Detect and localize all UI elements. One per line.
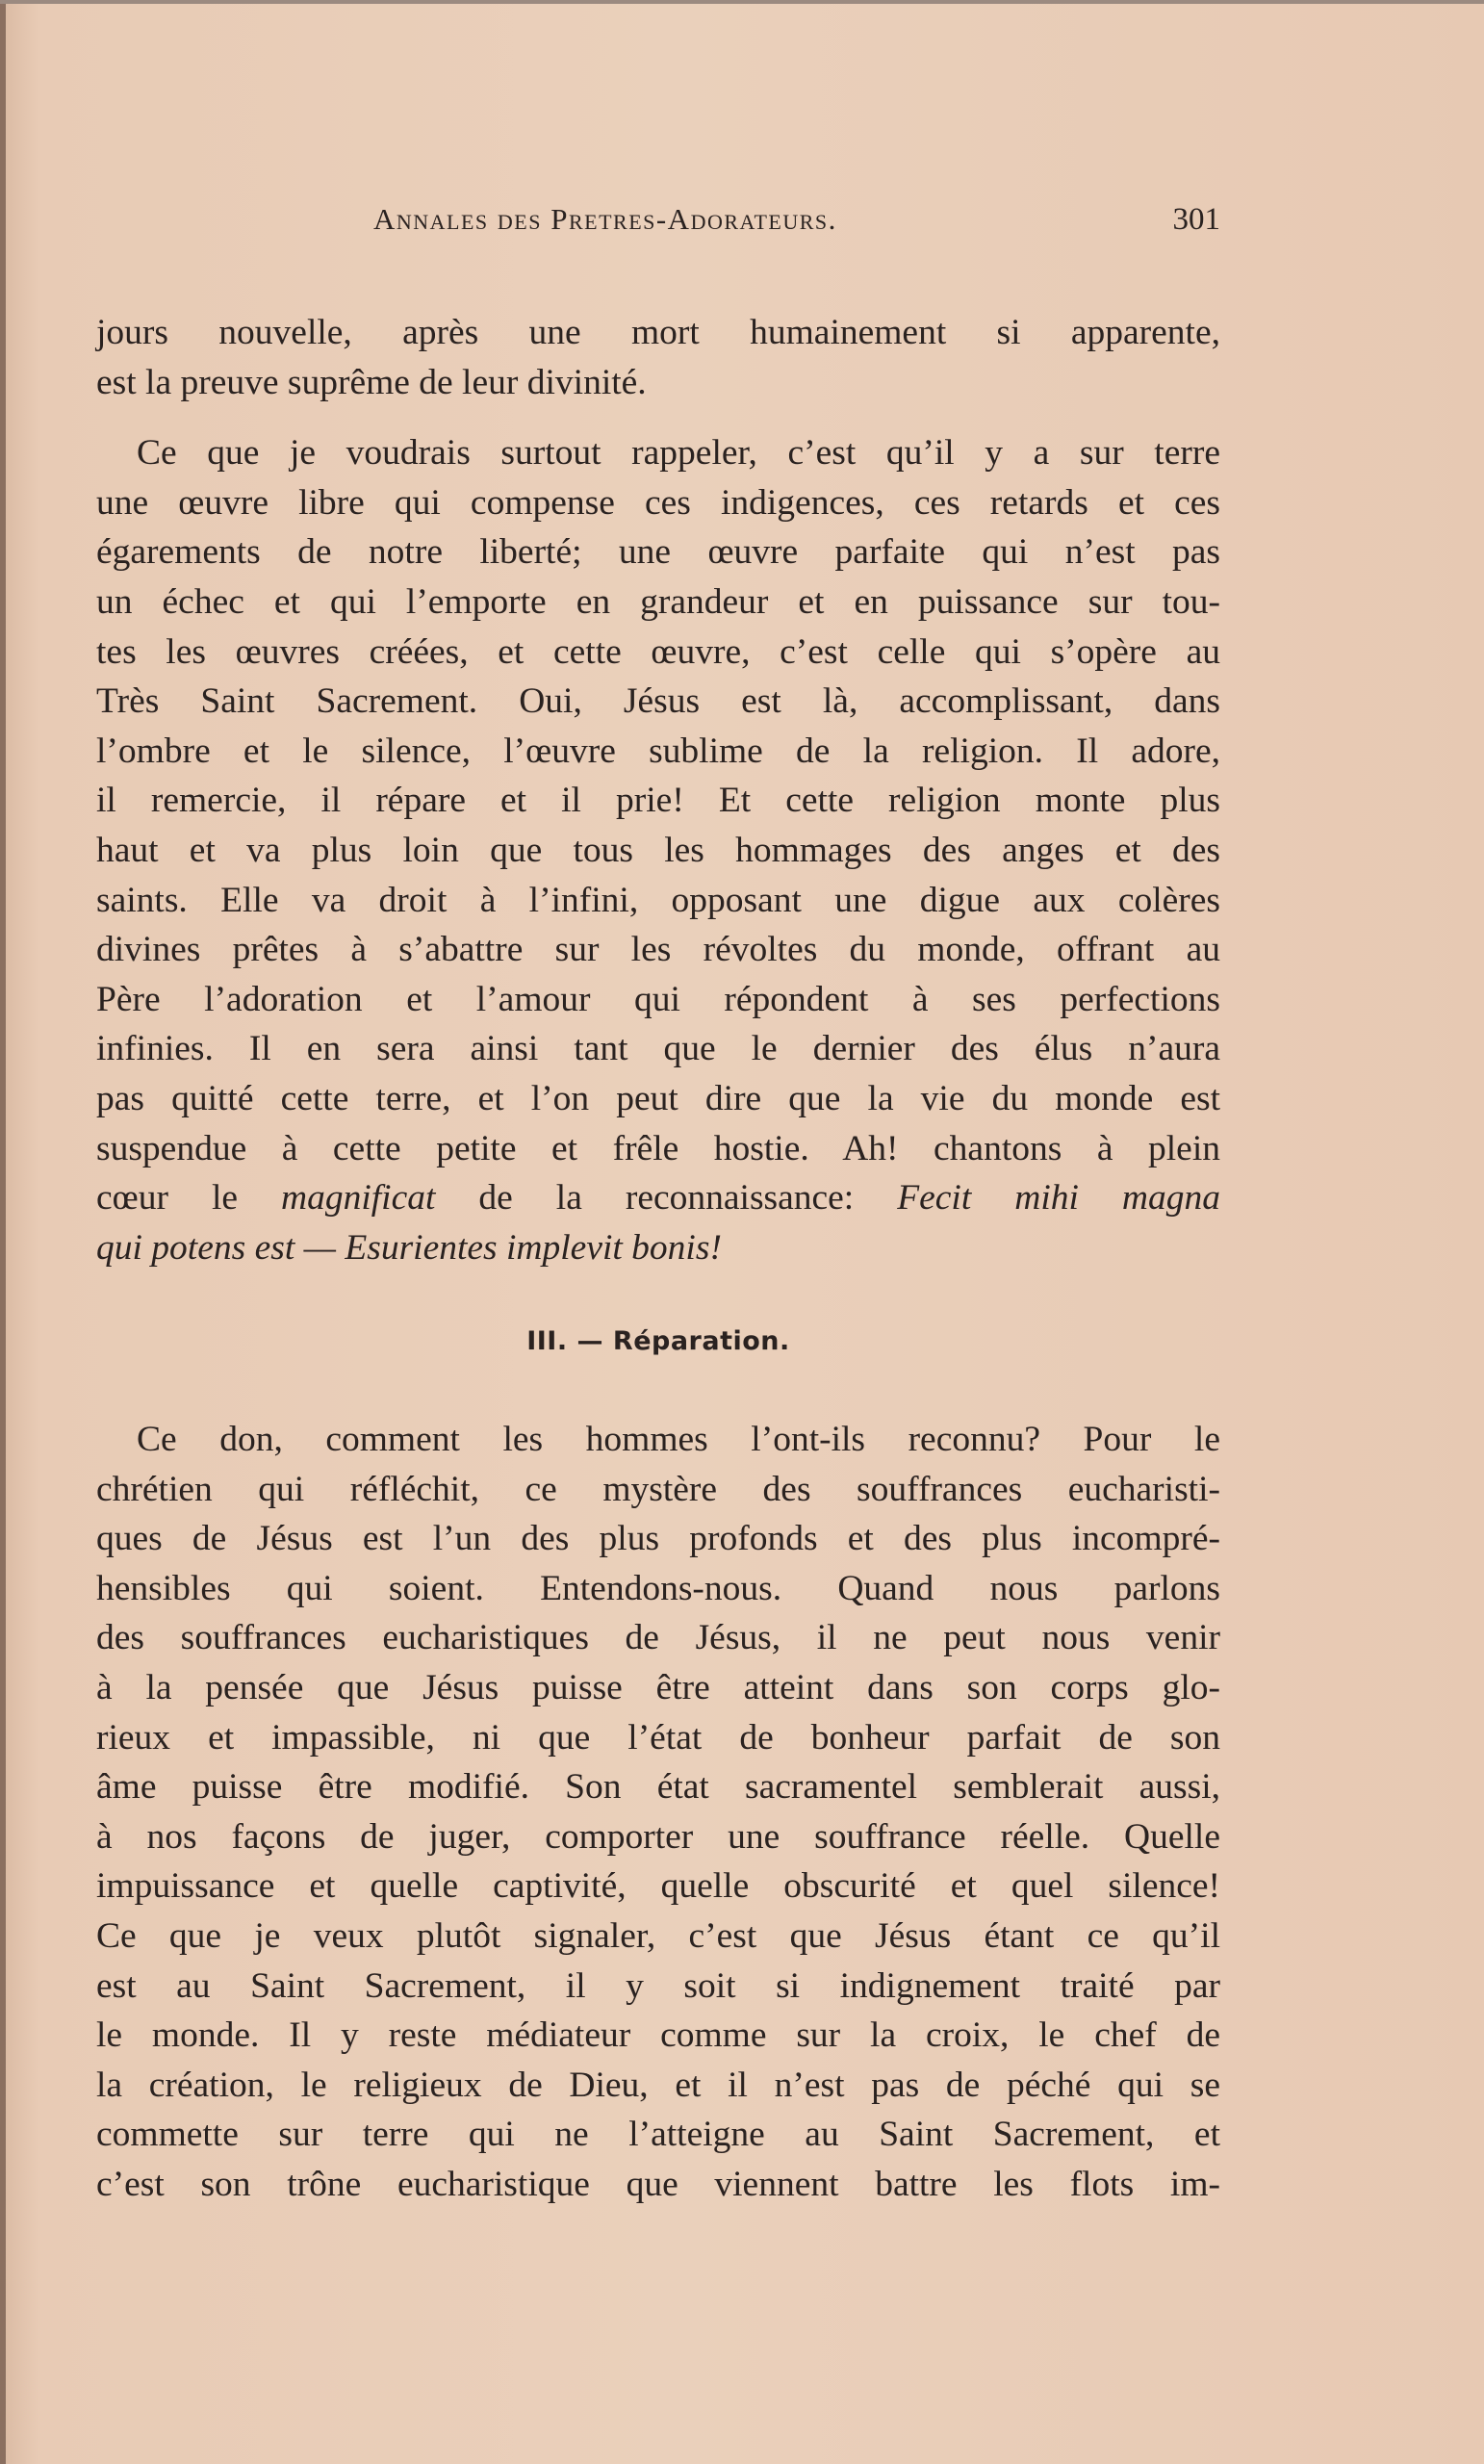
text-line: la création, le religieux de Dieu, et il n’est pas de péché qui se (96, 2065, 1220, 2105)
italic-magnificat: magnificat (281, 1178, 436, 1219)
page-binding-edge (0, 0, 6, 2464)
text-line: jours nouvelle, après une mort humainement si apparente, (96, 313, 1220, 352)
main-text-block (96, 308, 1220, 1272)
text-line: âme puisse être modifié. Son état sacramentel semblerait aussi, (96, 1767, 1220, 1808)
text-line: est au Saint Sacrement, il y soit si indignement traité par (96, 1965, 1220, 2006)
text-line: à la pensée que Jésus puisse être atteint dans son corps glo- (96, 1667, 1220, 1707)
text-line: Très Saint Sacrement. Oui, Jésus est là, accomplissant, dans (96, 681, 1220, 722)
text-line: rieux et impassible, ni que l’état de bonheur parfait de son (96, 1717, 1220, 1758)
text-line: tes les œuvres créées, et cette œuvre, c’est celle qui s’opère au (96, 631, 1220, 672)
text-line: Ce don, comment les hommes l’ont-ils reconnu? Pour le (137, 1420, 1220, 1459)
running-head: Annales des Pretres-Adorateurs. (373, 202, 837, 236)
text-line: c’est son trône eucharistique que viennent battre les flots im- (96, 2164, 1220, 2204)
text-line: le monde. Il y reste médiateur comme sur la croix, le chef de (96, 2015, 1220, 2056)
text-line: infinies. Il en sera ainsi tant que le dernier des élus n’aura (96, 1029, 1220, 1069)
text-span: de la reconnaissance: (435, 1178, 898, 1219)
text-line: saints. Elle va droit à l’infini, opposant une digue aux colères (96, 880, 1220, 920)
page-header (373, 202, 1220, 250)
text-line: commette sur terre qui ne l’atteigne au Saint Sacrement, et (96, 2115, 1220, 2155)
text-line: l’ombre et le silence, l’œuvre sublime de la religion. Il adore, (96, 731, 1220, 771)
text-line: à nos façons de juger, comporter une souffrance réelle. Quelle (96, 1816, 1220, 1857)
text-line: il remercie, il répare et il prie! Et cette religion monte plus (96, 781, 1220, 821)
text-line: Père l’adoration et l’amour qui répondent à ses perfections (96, 979, 1220, 1019)
paragraph-gap (96, 407, 1220, 428)
text-line: divines prêtes à s’abattre sur les révoltes du monde, offrant au (96, 930, 1220, 970)
latin-quote: Fecit mihi magna (897, 1178, 1220, 1219)
main-text-block-2 (96, 1415, 1220, 2210)
text-line: des souffrances eucharistiques de Jésus, il ne peut nous venir (96, 1618, 1220, 1658)
text-line: hensibles qui soient. Entendons-nous. Quand nous parlons (96, 1568, 1220, 1608)
text-line: impuissance et quelle captivité, quelle obscurité et quel silence! (96, 1866, 1220, 1907)
text-line: égarements de notre liberté; une œuvre parfaite qui n’est pas (96, 532, 1220, 573)
text-line: est la preuve suprême de leur divinité. (96, 362, 647, 402)
text-line: chrétien qui réfléchit, ce mystère des souffrances eucharisti- (96, 1469, 1220, 1509)
text-line: un échec et qui l’emporte en grandeur et en puissance sur tou- (96, 581, 1220, 622)
text-line (96, 1223, 1220, 1273)
section-heading: III. — Réparation. (526, 1326, 790, 1356)
text-line: ques de Jésus est l’un des plus profonds et des plus incompré- (96, 1519, 1220, 1559)
text-line (96, 1173, 1220, 1223)
page-top-edge (0, 0, 1484, 4)
text-span: cœur le (96, 1178, 282, 1219)
text-line: suspendue à cette petite et frêle hostie. Ah! chantons à plein (96, 1128, 1220, 1168)
text-line: une œuvre libre qui compense ces indigences, ces retards et ces (96, 482, 1220, 523)
text-line: Ce que je veux plutôt signaler, c’est que Jésus étant ce qu’il (96, 1915, 1220, 1956)
text-line: Ce que je voudrais surtout rappeler, c’est qu’il y a sur terre (137, 433, 1220, 474)
latin-quote: qui potens est — Esurientes implevit bonis! (96, 1227, 722, 1268)
text-line: haut et va plus loin que tous les hommages des anges et des (96, 830, 1220, 870)
page-number: 301 (1172, 202, 1220, 237)
text-line: pas quitté cette terre, et l’on peut dire que la vie du monde est (96, 1078, 1220, 1118)
